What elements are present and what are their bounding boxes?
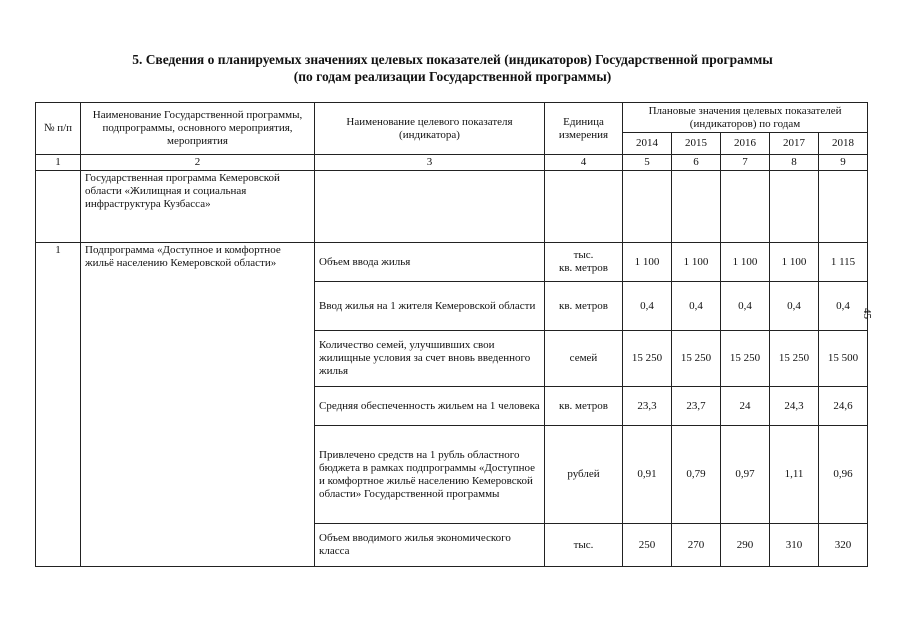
indicator-unit: тыс. (545, 524, 623, 567)
value-2016: 15 250 (721, 331, 770, 387)
column-number: 7 (721, 155, 770, 171)
value-2018: 0,96 (819, 426, 868, 524)
indicator-name: Количество семей, улучшивших свои жилищные условия за счет вновь введенного жилья (315, 331, 545, 387)
value-2017: 310 (770, 524, 819, 567)
document-title (0, 51, 905, 85)
value-2017: 1,11 (770, 426, 819, 524)
indicator-name: Объем ввода жилья (315, 243, 545, 282)
value-2017: 1 100 (770, 243, 819, 282)
value-2015: 0,4 (672, 282, 721, 331)
value-2016: 1 100 (721, 243, 770, 282)
value-2015: 15 250 (672, 331, 721, 387)
column-number: 5 (623, 155, 672, 171)
header-unit: Единица измерения (545, 103, 623, 155)
indicator-unit: кв. метров (545, 282, 623, 331)
page-number: 45 (861, 308, 873, 319)
indicator-name: Средняя обеспеченность жильем на 1 человека (315, 387, 545, 426)
value-2014: 23,3 (623, 387, 672, 426)
value-2016: 24 (721, 387, 770, 426)
value-2015: 23,7 (672, 387, 721, 426)
value-2015: 270 (672, 524, 721, 567)
value-2018: 1 115 (819, 243, 868, 282)
program-num (36, 171, 81, 243)
indicator-name: Объем вводимого жилья экономического класса (315, 524, 545, 567)
indicator-unit: рублей (545, 426, 623, 524)
header-row-1 (36, 103, 868, 133)
indicator-name: Привлечено средств на 1 рубль областного бюджета в рамках подпрограммы «Доступное и комфортное жильё населению Кемеровской области» Государственной программы (315, 426, 545, 524)
column-number: 6 (672, 155, 721, 171)
value-2016: 0,97 (721, 426, 770, 524)
program-row (36, 171, 868, 243)
value-2017: 15 250 (770, 331, 819, 387)
value-2014: 15 250 (623, 331, 672, 387)
column-number: 4 (545, 155, 623, 171)
value-2018: 0,4 (819, 282, 868, 331)
header-name: Наименование Государственной программы, подпрограммы, основного мероприятия, мероприятия (81, 103, 315, 155)
header-planned: Плановые значения целевых показателей (индикаторов) по годам (623, 103, 868, 133)
column-number: 8 (770, 155, 819, 171)
title-line-1: 5. Сведения о планируемых значениях целевых показателей (индикаторов) Государственной программы (132, 52, 773, 67)
indicator-unit: семей (545, 331, 623, 387)
column-number: 3 (315, 155, 545, 171)
column-number-row (36, 155, 868, 171)
table-row (36, 243, 868, 282)
column-number: 1 (36, 155, 81, 171)
column-number: 2 (81, 155, 315, 171)
value-2018: 320 (819, 524, 868, 567)
value-2018: 24,6 (819, 387, 868, 426)
program-name: Государственная программа Кемеровской области «Жилищная и социальная инфраструктура Кузбасса» (81, 171, 315, 243)
subprogram-num: 1 (36, 243, 81, 567)
value-2017: 0,4 (770, 282, 819, 331)
value-2016: 290 (721, 524, 770, 567)
year-2017: 2017 (770, 133, 819, 155)
value-2014: 0,4 (623, 282, 672, 331)
indicator-name: Ввод жилья на 1 жителя Кемеровской области (315, 282, 545, 331)
year-2016: 2016 (721, 133, 770, 155)
year-2015: 2015 (672, 133, 721, 155)
header-indicator: Наименование целевого показателя (индикатора) (315, 103, 545, 155)
indicators-table (35, 102, 868, 567)
year-2018: 2018 (819, 133, 868, 155)
indicator-unit: тыс. кв. метров (545, 243, 623, 282)
indicator-unit: кв. метров (545, 387, 623, 426)
subprogram-name: Подпрограмма «Доступное и комфортное жильё населению Кемеровской области» (81, 243, 315, 567)
value-2014: 250 (623, 524, 672, 567)
indicator-rows (36, 243, 868, 567)
value-2014: 0,91 (623, 426, 672, 524)
value-2016: 0,4 (721, 282, 770, 331)
value-2018: 15 500 (819, 331, 868, 387)
title-line-2: (по годам реализации Государственной программы) (293, 69, 612, 84)
value-2015: 1 100 (672, 243, 721, 282)
header-num: № п/п (36, 103, 81, 155)
column-number: 9 (819, 155, 868, 171)
value-2014: 1 100 (623, 243, 672, 282)
value-2017: 24,3 (770, 387, 819, 426)
value-2015: 0,79 (672, 426, 721, 524)
year-2014: 2014 (623, 133, 672, 155)
